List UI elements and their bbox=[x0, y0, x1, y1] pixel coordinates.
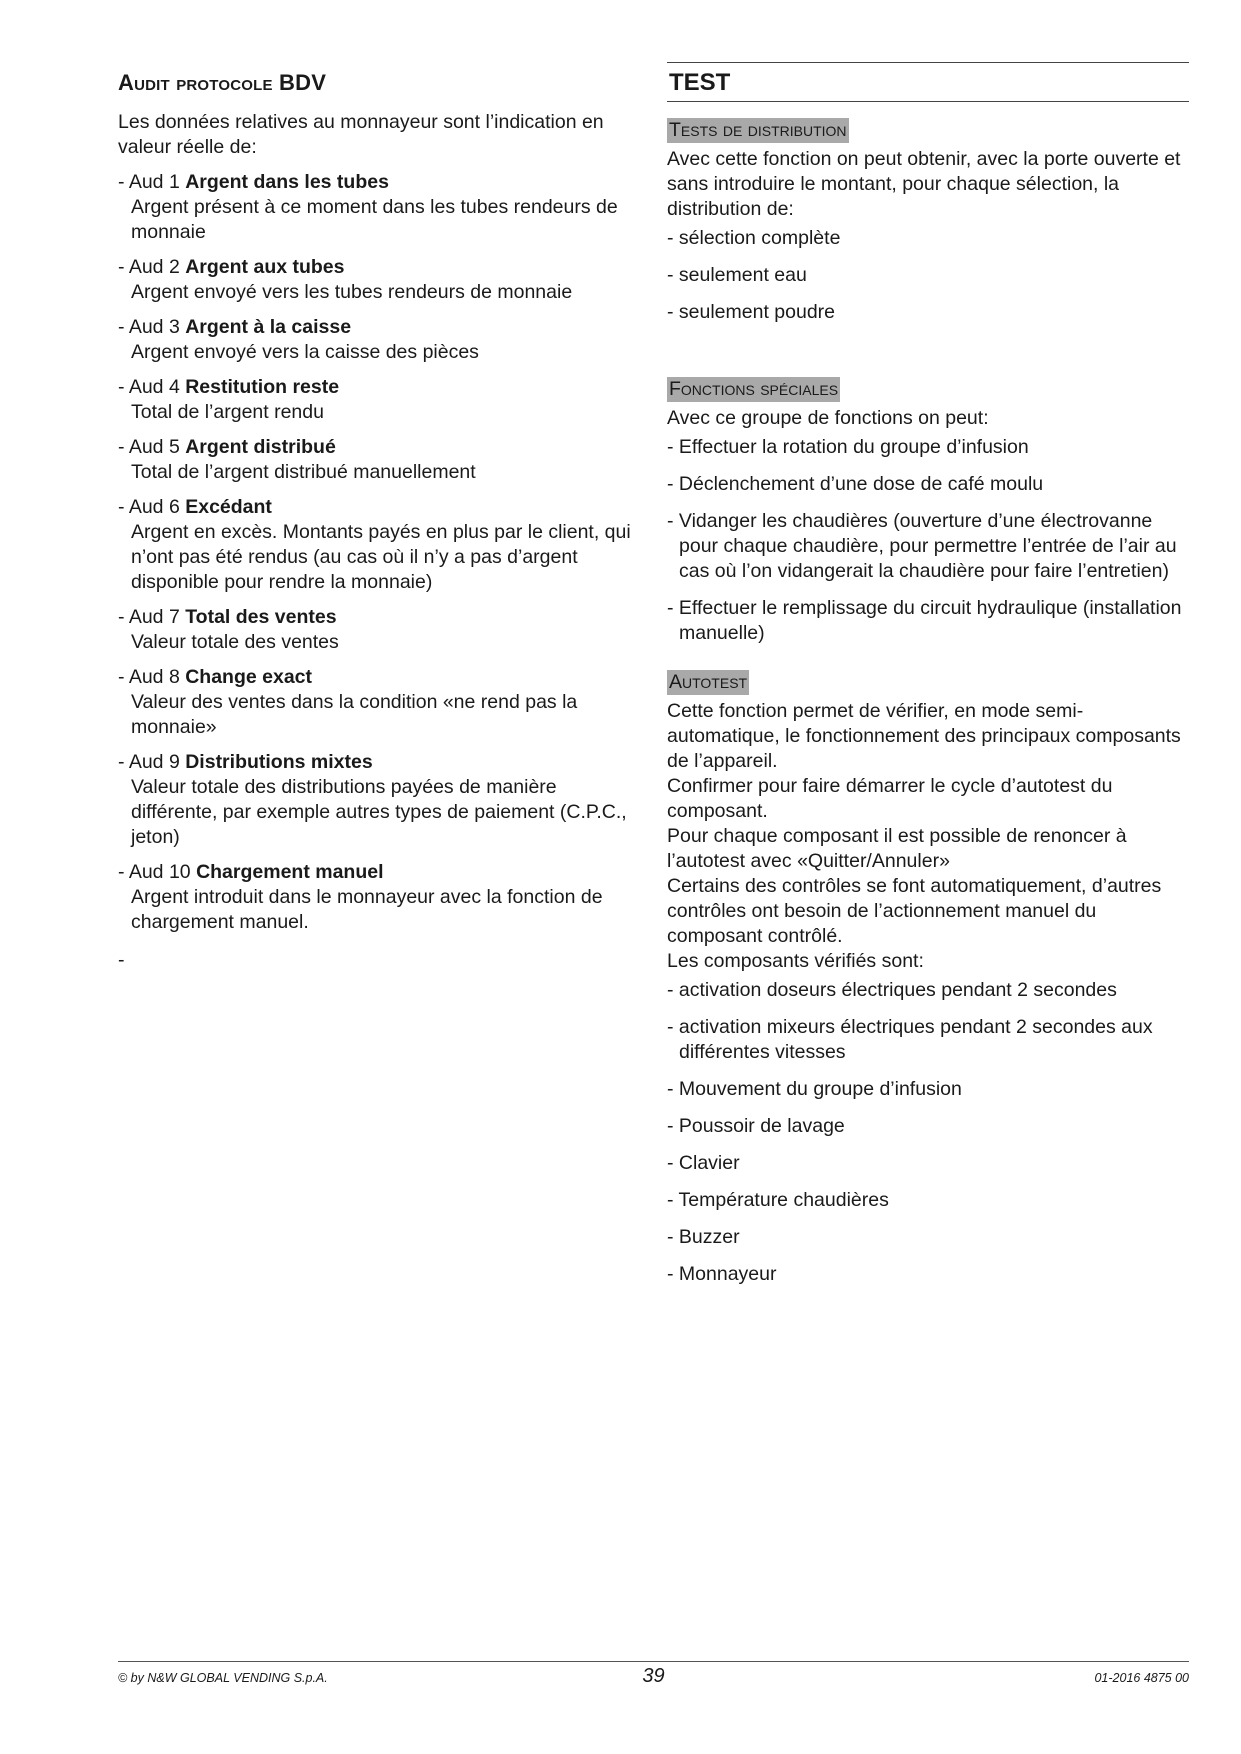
audit-item-desc: Valeur totale des distributions payées de manière différente, par exemple autres types de paiement (C.P.C., jeton) bbox=[131, 776, 627, 848]
autotest-paragraph: Confirmer pour faire démarrer le cycle d’autotest du composant. bbox=[667, 775, 1113, 822]
autotest-list-item: - Clavier bbox=[667, 1152, 740, 1174]
audit-item-label: Restitution reste bbox=[185, 376, 340, 398]
audit-item-label: Distributions mixtes bbox=[185, 751, 373, 773]
special-list-item: - Déclenchement d’une dose de café moulu bbox=[667, 473, 1044, 495]
special-list-item: - Vidanger les chaudières (ouverture d’une électrovanne pour chaque chaudière, pour permettre l’entrée de l’air au cas où l’on vidangerait la chaudière pour faire l’entretien) bbox=[667, 510, 1177, 582]
audit-item-desc: Valeur totale des ventes bbox=[131, 631, 339, 653]
autotest-paragraph: Cette fonction permet de vérifier, en mode semi-automatique, le fonctionnement des principaux composants de l’appareil. bbox=[667, 700, 1181, 772]
audit-item-label: Argent dans les tubes bbox=[185, 171, 389, 193]
special-title: Fonctions spéciales bbox=[669, 378, 839, 400]
audit-item-head bbox=[118, 435, 638, 460]
autotest-list-item: - Monnayeur bbox=[667, 1263, 777, 1285]
audit-item-desc: Total de l’argent rendu bbox=[131, 401, 324, 423]
audit-title: Audit protocole BDV bbox=[118, 70, 327, 95]
audit-item-desc: Total de l’argent distribué manuellement bbox=[131, 461, 476, 483]
audit-item bbox=[118, 255, 638, 305]
audit-item-prefix: - Aud 2 bbox=[118, 256, 186, 278]
autotest-list-item: - activation doseurs électriques pendant 2 secondes bbox=[667, 979, 1117, 1001]
audit-item-head bbox=[118, 665, 638, 690]
page-footer bbox=[118, 1661, 1189, 1687]
audit-item-prefix: - Aud 9 bbox=[118, 751, 186, 773]
audit-item-label: Excédant bbox=[185, 496, 272, 518]
autotest-section bbox=[667, 670, 1189, 1287]
special-list-item: - Effectuer la rotation du groupe d’infusion bbox=[667, 436, 1029, 458]
special-intro: Avec ce groupe de fonctions on peut: bbox=[667, 407, 989, 429]
audit-item-label: Change exact bbox=[185, 666, 313, 688]
tests-list-item: - sélection complète bbox=[667, 227, 841, 249]
autotest-list-item: - Mouvement du groupe d’infusion bbox=[667, 1078, 962, 1100]
tests-title: Tests de distribution bbox=[669, 119, 847, 141]
audit-item-prefix: - Aud 3 bbox=[118, 316, 186, 338]
tests-section bbox=[667, 118, 1189, 325]
special-section bbox=[667, 377, 1189, 646]
autotest-paragraph: Certains des contrôles se font automatiquement, d’autres contrôles ont besoin de l’actionnement manuel du composant contrôlé. bbox=[667, 875, 1162, 947]
audit-item-prefix: - Aud 1 bbox=[118, 171, 186, 193]
tests-list bbox=[667, 226, 1189, 325]
test-title: TEST bbox=[667, 62, 1189, 102]
audit-item-label: Argent aux tubes bbox=[185, 256, 345, 278]
audit-item-head bbox=[118, 255, 638, 280]
audit-item-desc: Argent envoyé vers les tubes rendeurs de monnaie bbox=[131, 281, 573, 303]
audit-item-desc: Valeur des ventes dans la condition «ne rend pas la monnaie» bbox=[131, 691, 578, 738]
audit-item-head bbox=[118, 750, 638, 775]
audit-item-prefix: - Aud 10 bbox=[118, 861, 197, 883]
audit-item-label: Argent à la caisse bbox=[185, 316, 352, 338]
autotest-list bbox=[667, 978, 1189, 1287]
special-list bbox=[667, 435, 1189, 646]
audit-item bbox=[118, 435, 638, 485]
autotest-list-item: - Température chaudières bbox=[667, 1189, 889, 1211]
trailing-dash: - bbox=[118, 949, 125, 971]
audit-item-head bbox=[118, 860, 638, 885]
tests-list-item: - seulement eau bbox=[667, 264, 807, 286]
audit-item bbox=[118, 750, 638, 850]
audit-item-desc: Argent envoyé vers la caisse des pièces bbox=[131, 341, 479, 363]
audit-item-desc: Argent introduit dans le monnayeur avec la fonction de chargement manuel. bbox=[131, 886, 603, 933]
footer-copyright: © by N&W GLOBAL VENDING S.p.A. bbox=[118, 1671, 328, 1685]
autotest-paragraph: Les composants vérifiés sont: bbox=[667, 950, 924, 972]
page-number: 39 bbox=[642, 1665, 665, 1687]
audit-item-label: Total des ventes bbox=[185, 606, 337, 628]
audit-intro: Les données relatives au monnayeur sont l’indication en valeur réelle de: bbox=[118, 111, 604, 158]
autotest-list-item: - Poussoir de lavage bbox=[667, 1115, 845, 1137]
right-column bbox=[667, 62, 1189, 1315]
autotest-list-item: - activation mixeurs électriques pendant 2 secondes aux différentes vitesses bbox=[667, 1016, 1153, 1063]
audit-item-prefix: - Aud 5 bbox=[118, 436, 186, 458]
special-list-item: - Effectuer le remplissage du circuit hydraulique (installation manuelle) bbox=[667, 597, 1182, 644]
audit-item-head bbox=[118, 375, 638, 400]
audit-item bbox=[118, 605, 638, 655]
audit-item-desc: Argent présent à ce moment dans les tubes rendeurs de monnaie bbox=[131, 196, 618, 243]
autotest-text bbox=[667, 699, 1189, 974]
audit-item bbox=[118, 375, 638, 425]
tests-intro: Avec cette fonction on peut obtenir, avec la porte ouverte et sans introduire le montant, pour chaque sélection, la distribution de: bbox=[667, 148, 1181, 220]
audit-item-head bbox=[118, 605, 638, 630]
audit-item bbox=[118, 495, 638, 595]
audit-item bbox=[118, 665, 638, 740]
audit-list bbox=[118, 170, 638, 935]
audit-item-head bbox=[118, 170, 638, 195]
audit-item-label: Chargement manuel bbox=[196, 861, 384, 883]
left-column bbox=[118, 62, 638, 972]
audit-item-head bbox=[118, 495, 638, 520]
autotest-paragraph: Pour chaque composant il est possible de renoncer à l’autotest avec «Quitter/Annuler» bbox=[667, 825, 1127, 872]
audit-item-prefix: - Aud 8 bbox=[118, 666, 186, 688]
audit-item-head bbox=[118, 315, 638, 340]
audit-item bbox=[118, 315, 638, 365]
autotest-list-item: - Buzzer bbox=[667, 1226, 740, 1248]
audit-item-prefix: - Aud 7 bbox=[118, 606, 186, 628]
tests-list-item: - seulement poudre bbox=[667, 301, 836, 323]
audit-item bbox=[118, 170, 638, 245]
audit-item-label: Argent distribué bbox=[185, 436, 336, 458]
footer-doc-code: 01-2016 4875 00 bbox=[1094, 1671, 1189, 1685]
audit-item-desc: Argent en excès. Montants payés en plus par le client, qui n’ont pas été rendus (au cas où il n’y a pas d’argent disponible pour rendre la monnaie) bbox=[131, 521, 631, 593]
audit-item-prefix: - Aud 4 bbox=[118, 376, 186, 398]
autotest-title: Autotest bbox=[669, 671, 748, 693]
audit-item bbox=[118, 860, 638, 935]
audit-item-prefix: - Aud 6 bbox=[118, 496, 186, 518]
